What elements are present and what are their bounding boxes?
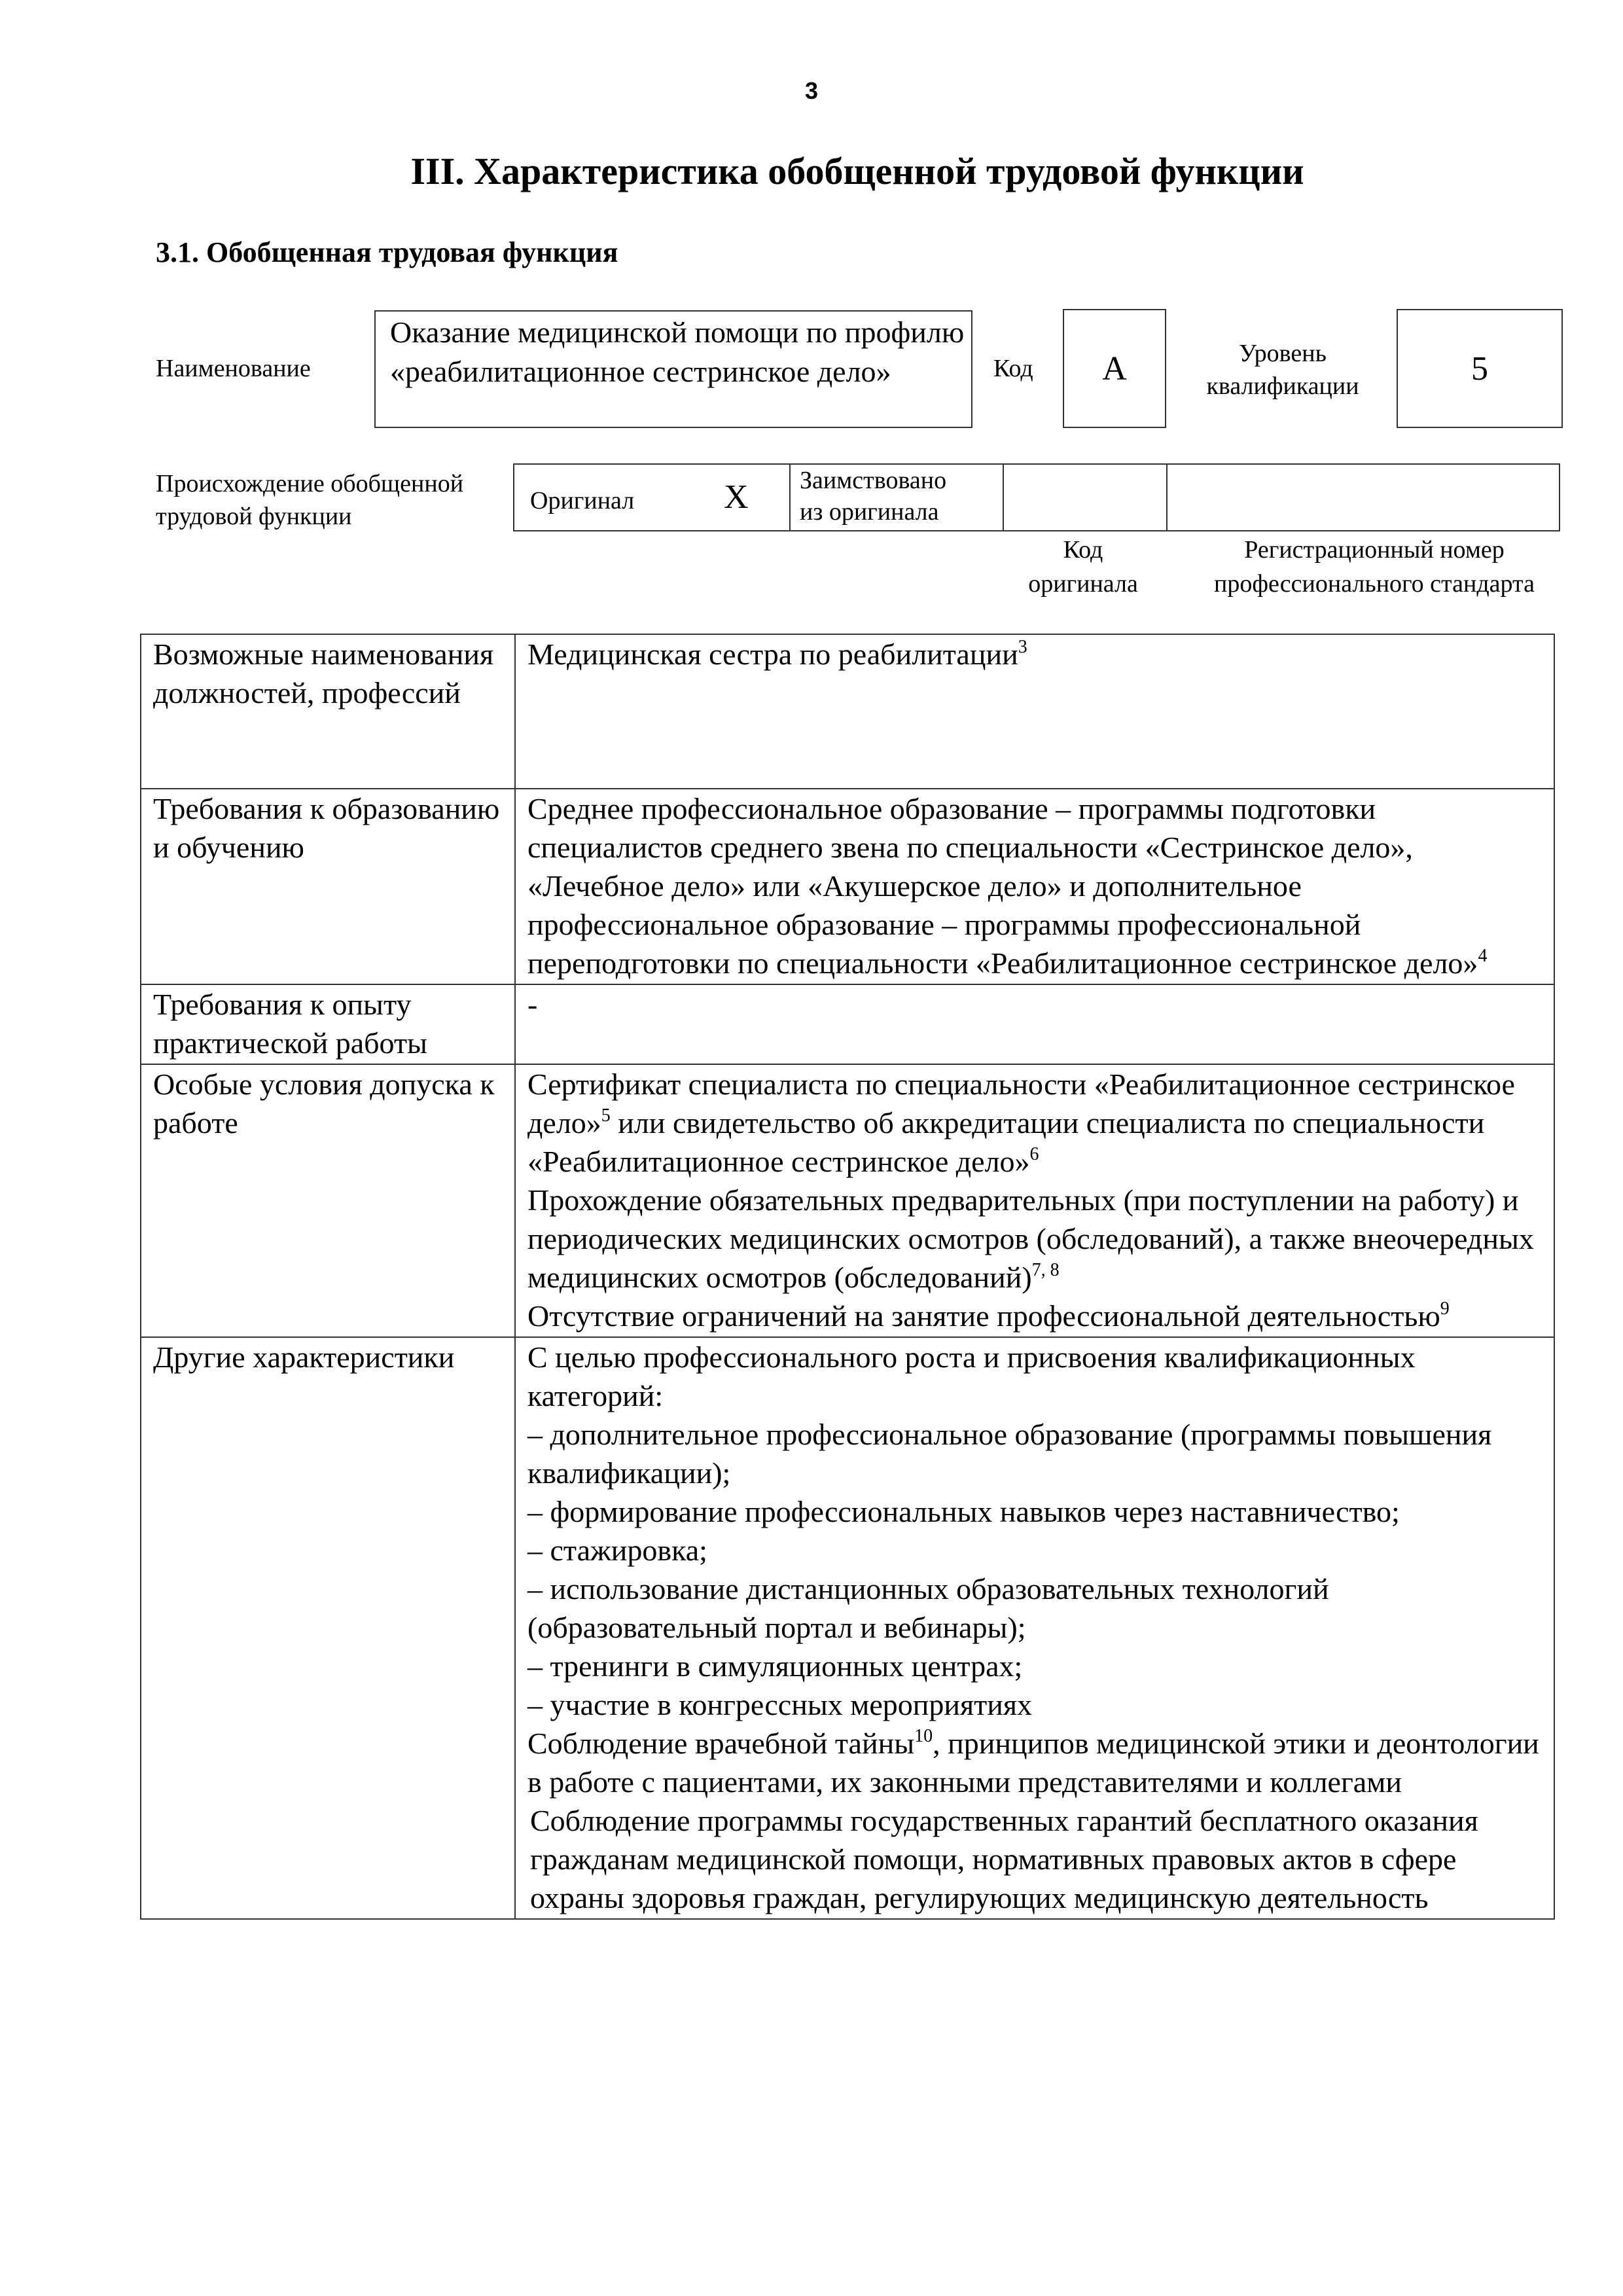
page-number: 3 (804, 77, 819, 104)
level-value-box (1397, 309, 1563, 428)
code-label: Код (993, 355, 1033, 382)
row-content: С целью профессионального роста и присвоения квалификационных категорий: – дополнительное профессиональное образование (программы повышения квалификации); – формирование профессиональных навыков через наставничество; – стажировка; – использование дистанционных образовательных технологий (образовательный портал и вебинары); – тренинги в симуляционных центрах; – участие в конгрессных мероприятиях Соблюдение врачебной тайны$^{10}$, принципов медицинской этики и деонтологии в работе с пациентами, их законными представителями и коллегами Соблюдение программы государственных гарантий бесплатного оказания гражданам медицинской помощи, нормативных правовых актов в сфере охраны здоровья граждан, регулирующих медицинскую деятельность (515, 1337, 1554, 1919)
borrowed-label (800, 465, 946, 528)
origin-divider-3 (1166, 465, 1168, 530)
level-label-line1: Уровень (1239, 340, 1327, 367)
name-label: Наименование (156, 355, 311, 382)
original-mark: X (724, 478, 749, 516)
code-value-box (1063, 309, 1166, 428)
row-content: Сертификат специалиста по специальности «Реабилитационное сестринское дело»$^5$ или свидетельство об аккредитации специалиста по специальности «Реабилитационное сестринское дело»$^6$ Прохождение обязательных предварительных (при поступлении на работу) и периодических медицинских осмотров (обследований), а также внеочередных медицинских осмотров (обследований)$^{7, 8}$ Отсутствие ограничений на занятие профессиональной деятельностью$^9$ (515, 1064, 1554, 1337)
characteristics-table (140, 634, 1555, 1920)
table-row (141, 1337, 1554, 1919)
name-value: Оказание медицинской помощи по профилю «реабилитационное сестринское дело» (390, 315, 965, 388)
row-content: - (515, 984, 1554, 1064)
borrowed-line2: из оригинала (800, 498, 939, 526)
row-content: Среднее профессиональное образование – программы подготовки специалистов среднего звена по специальности «Сестринское дело», «Лечебное дело» или «Акушерское дело» и дополнительное профессиональное образование – программы профессиональной переподготовки по специальности «Реабилитационное сестринское дело»$^4$ (515, 789, 1554, 984)
code-value: А (1102, 350, 1127, 387)
reg-caption-line1: Регистрационный номер (1244, 536, 1505, 564)
origin-label-line2: трудовой функции (156, 503, 352, 530)
subsection-title: 3.1. Обобщенная трудовая функция (156, 236, 618, 268)
row-content: Медицинская сестра по реабилитации$^3$ (515, 634, 1554, 789)
table-row (141, 1064, 1554, 1337)
level-label (1178, 327, 1387, 412)
origin-box (513, 463, 1560, 531)
table-row (141, 789, 1554, 984)
origin-label (156, 467, 463, 533)
table-row (141, 984, 1554, 1064)
name-value-box (374, 310, 972, 428)
row-label: Возможные наименования должностей, профессий (141, 634, 515, 789)
row-label: Особые условия допуска к работе (141, 1064, 515, 1337)
borrowed-line1: Заимствовано (800, 467, 947, 494)
row-label: Требования к опыту практической работы (141, 984, 515, 1064)
code-caption-line2: оригинала (1028, 570, 1138, 598)
row-label: Другие характеристики (141, 1337, 515, 1919)
original-label: Оригинал (530, 487, 635, 514)
section-title: III. Характеристика обобщенной трудовой функции (410, 150, 1304, 192)
reg-caption-line2: профессионального стандарта (1214, 570, 1535, 598)
table-row (141, 634, 1554, 789)
level-value: 5 (1471, 350, 1488, 387)
code-original-caption (1001, 533, 1165, 601)
origin-label-line1: Происхождение обобщенной (156, 470, 464, 497)
reg-number-caption (1178, 533, 1571, 601)
code-caption-line1: Код (1063, 536, 1103, 564)
origin-divider-2 (1003, 465, 1004, 530)
level-label-line2: квалификации (1206, 372, 1359, 400)
row-label: Требования к образованию и обучению (141, 789, 515, 984)
origin-divider-1 (789, 465, 791, 530)
